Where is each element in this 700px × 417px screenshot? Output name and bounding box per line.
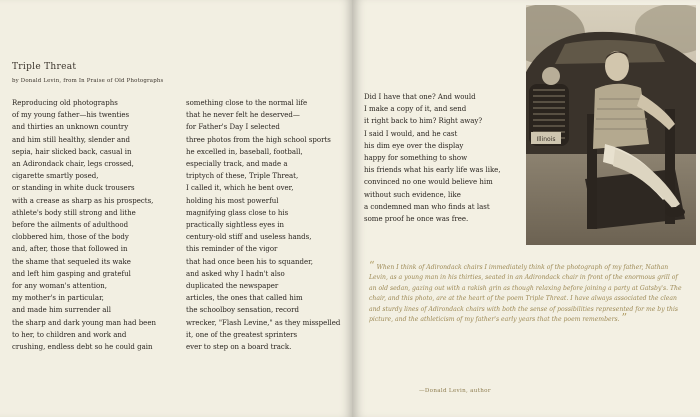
poem-line: duplicated the newspaper (186, 282, 279, 291)
photo-illustration (525, 4, 697, 246)
poem-line: and made him surrender all (12, 306, 111, 315)
poem-line: it right back to him? Right away? (364, 117, 483, 126)
poem-line: of my young father—his twenties (12, 111, 130, 120)
poem-line: ever to step on a board track. (186, 343, 292, 352)
poem-line: clobbered him, those of the body (12, 233, 129, 242)
poem-line: something close to the normal life (186, 99, 308, 107)
close-quote-mark: ” (621, 311, 628, 325)
poem-line: crushing, endless debt so he could gain (12, 343, 153, 352)
poem-line: or standing in white duck trousers (12, 184, 135, 193)
poem-line: with a crease as sharp as his prospects, (12, 196, 154, 205)
poem-line: holding his most powerful (186, 196, 279, 205)
poem-line: century-old stiff and useless hands, (186, 233, 312, 242)
poem-line: this reminder of the vigor (186, 245, 278, 254)
poem-line: without such evidence, like (364, 190, 461, 199)
poem-line: his dim eye over the display (364, 141, 464, 150)
poem-line: it, one of the greatest sprinters (186, 330, 298, 339)
poem-line: for Father's Day I selected (186, 123, 280, 132)
poem-line: to her, to children and work and (12, 330, 127, 339)
poem-line: convinced no one would believe him (364, 178, 493, 187)
poem-line: and thirties an unknown country (12, 123, 129, 132)
poem-line: articles, the ones that called him (186, 294, 303, 303)
poem-line: athlete's body still strong and lithe (12, 208, 136, 217)
sepia-photograph (525, 4, 697, 246)
poem-line: the schoolboy sensation, record (186, 306, 299, 315)
poem-line: cigarette smartly posed, (12, 172, 99, 181)
open-quote-mark: “ (369, 259, 375, 272)
poem-line: I said I would, and he cast (364, 129, 458, 138)
poem-line: and him still healthy, slender and (12, 135, 131, 144)
poem-line: an Adirondack chair, legs crossed, (12, 160, 134, 169)
poem-line: I called it, which he bent over, (186, 184, 294, 193)
poem-title: Triple Threat (12, 62, 77, 72)
poem-line: and asked why I hadn't also (186, 269, 285, 278)
poem-line: wrecker, "Flash Levine," as they misspelled (186, 318, 341, 327)
poem-line: a condemned man who finds at last (364, 202, 490, 211)
poem-line: happy for something to show (364, 154, 468, 163)
poem-line: the shame that sequeled its wake (12, 257, 131, 266)
poem-byline: by Donald Levin, from In Praise of Old Photographs (12, 78, 164, 84)
poem-line: for any woman's attention, (12, 282, 107, 291)
poem-line: I make a copy of it, and send (364, 105, 467, 114)
poem-line: before the ailments of adulthood (12, 221, 129, 230)
poem-line: magnifying glass close to his (186, 208, 289, 217)
poem-line: and, after, those that followed in (12, 245, 128, 254)
poem-line: some proof he once was free. (364, 215, 469, 224)
license-plate-text: Illinois (536, 136, 556, 143)
poem-line: Reproducing old photographs (12, 99, 118, 107)
author-quote (369, 259, 687, 325)
poem-line: three photos from the high school sports (186, 135, 331, 144)
poem-line: sepia, hair slicked back, casual in (12, 147, 132, 156)
poem-line: triptych of these, Triple Threat, (186, 172, 299, 181)
poem-column-3 (364, 91, 501, 225)
poem-line: practically sightless eyes in (186, 221, 284, 230)
quote-text: When I think of Adirondack chairs I immediately think of the photograph of my father, Nathan Levin, as a young man in his thirties, seated in an Adirondack chair in front of the enormous grill of an old sedan, gazing out with a rakish grin as though relaxing before joining a party at Gatsby's. The chair, and this photo, are at the heart of the poem Triple Threat. I have always associated the clean and sturdy lines of Adirondack chairs with both the sense of possibilities represented for me by this picture, and the athleticism of my father's early years that the poem remembers. (369, 264, 682, 324)
poem-line: the sharp and dark young man had been (12, 318, 156, 327)
poem-line: his friends what his early life was like, (364, 166, 501, 175)
poem-line: Did I have that one? And would (364, 93, 476, 101)
poem-line: that he never felt he deserved— (186, 111, 300, 120)
poem-column-1 (12, 97, 156, 353)
quote-attribution: —Donald Levin, author (419, 388, 491, 394)
poem-line: and left him gasping and grateful (12, 269, 131, 278)
poem-column-2 (186, 97, 340, 353)
poem-line: he excelled in, baseball, football, (186, 147, 303, 156)
poem-line: that had once been his to squander, (186, 257, 313, 266)
poem-line: especially track, and made a (186, 160, 288, 169)
poem-line: my mother's in particular, (12, 294, 104, 303)
